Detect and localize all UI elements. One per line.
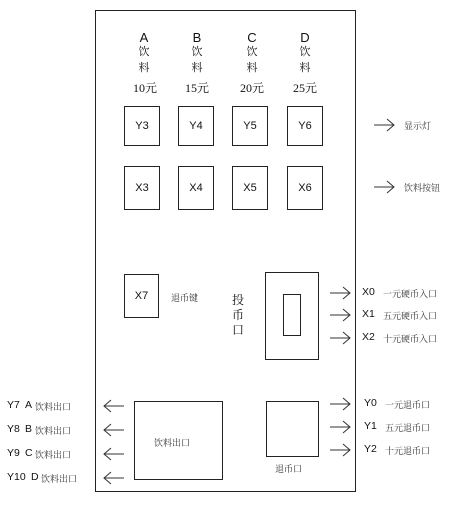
drink-c-letter: C [247,30,257,45]
drink-button-x5[interactable]: X5 [232,166,268,210]
drink-output-y7-text: 饮料出口 [35,403,72,413]
coin-input-x1-text: 五元硬币入口 [383,312,438,322]
drink-output-y9-code: Y9 [7,447,20,459]
drink-output-y10-letter: D [31,471,39,483]
drink-output-y10-text: 饮料出口 [41,475,78,485]
display-light-label: 显示灯 [404,122,432,132]
coin-input-x0-code: X0 [362,286,375,298]
coin-output-y0-code: Y0 [364,397,377,409]
drink-button-label: 饮料按钮 [404,184,441,194]
drink-button-x3[interactable]: X3 [124,166,160,210]
refund-key-label: 退币键 [171,294,199,304]
drink-output-y9-text: 饮料出口 [35,451,72,461]
drink-a-char2: 料 [138,61,150,74]
drink-a-price: 10元 [132,81,157,95]
drink-c-char2: 料 [246,61,258,74]
coin-slot-char1: 投 [231,293,244,307]
drink-a-letter: A [139,30,149,45]
drink-c-char1: 饮 [246,45,258,58]
arrow-right-icon [374,181,394,193]
coin-output-y2-text: 十元退币口 [385,447,431,457]
drink-output-y8-code: Y8 [7,423,20,435]
drink-outlet-label: 饮料出口 [154,439,191,449]
coin-input-x2-code: X2 [362,331,375,343]
coin-output-y2-code: Y2 [364,443,377,455]
drink-b-price: 15元 [184,81,209,95]
indicator-light-y6: Y6 [287,106,323,146]
drink-output-y7-code: Y7 [7,399,20,411]
drink-b-letter: B [192,30,202,45]
coin-slot-char2: 币 [231,308,244,322]
drink-b-char2: 料 [191,61,203,74]
coin-output-y1-text: 五元退币口 [385,424,431,434]
coin-slot-opening[interactable] [283,294,301,336]
coin-input-x0-text: 一元硬币入口 [383,290,438,300]
coin-output-y1-code: Y1 [364,420,377,432]
indicator-light-y4: Y4 [178,106,214,146]
drink-output-y10-code: Y10 [7,471,26,483]
indicator-light-y3: Y3 [124,106,160,146]
drink-button-x6[interactable]: X6 [287,166,323,210]
drink-b-char1: 饮 [191,45,203,58]
drink-output-y8-text: 饮料出口 [35,427,72,437]
drink-button-x4[interactable]: X4 [178,166,214,210]
indicator-light-y5: Y5 [232,106,268,146]
drink-c-price: 20元 [239,81,264,95]
drink-output-y9-letter: C [25,447,33,459]
refund-key-x7[interactable]: X7 [124,274,159,318]
drink-d-char1: 饮 [299,45,311,58]
coin-output-y0-text: 一元退币口 [385,401,431,411]
coin-slot-char3: 口 [231,323,244,337]
drink-a-char1: 饮 [138,45,150,58]
refund-outlet-panel [266,401,319,457]
coin-input-x1-code: X1 [362,308,375,320]
drink-output-y8-letter: B [25,423,33,435]
refund-outlet-label: 退币口 [275,465,303,475]
coin-input-x2-text: 十元硬币入口 [383,335,438,345]
drink-d-letter: D [300,30,310,45]
drink-d-price: 25元 [292,81,317,95]
drink-d-char2: 料 [299,61,311,74]
arrow-right-icon [374,119,394,131]
drink-output-y7-letter: A [25,399,33,411]
